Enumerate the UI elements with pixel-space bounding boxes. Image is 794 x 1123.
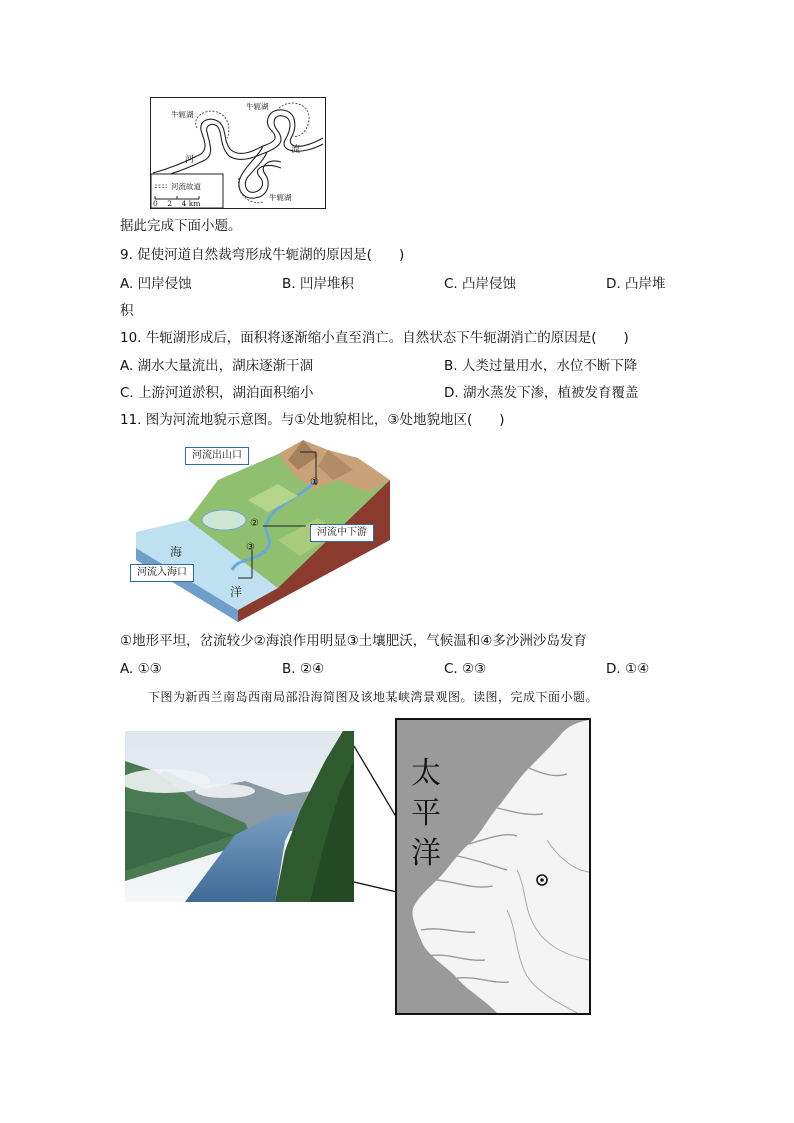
q11-option-b[interactable]: B. ②④ [282,661,325,677]
q10-option-a[interactable]: A. 湖水大量流出，湖床逐渐干涸 [120,358,314,374]
ocean-label-tai: 太 [411,756,441,791]
sea-label-yang: 洋 [230,585,243,599]
callout-mountain-outlet: 河流出山口 [185,447,249,465]
ocean-label-ping: 平 [411,796,441,831]
q10-option-c[interactable]: C. 上游河道淤积，湖泊面积缩小 [120,385,314,401]
oxbow-label-top-left: 牛轭湖 [171,110,194,119]
section-caption: 下图为新西兰南岛西南局部沿海简图及该地某峡湾景观图。读图，完成下面小题。 [148,690,599,704]
q10-stem: 10. 牛轭湖形成后，面积将逐渐缩小直至消亡。自然状态下牛轭湖消亡的原因是( ) [120,330,629,346]
q10-option-b[interactable]: B. 人类过量用水，水位不断下降 [444,358,638,374]
q11-option-c[interactable]: C. ②③ [444,661,487,677]
marker-1: ① [310,477,319,488]
q11-statements: ①地形平坦，岔流较少②海浪作用明显③土壤肥沃，气候温和④多沙洲沙岛发育 [120,633,587,649]
oxbow-label-top-right: 牛轭湖 [246,102,269,111]
q9-option-b[interactable]: B. 凹岸堆积 [282,276,354,292]
marker-3: ③ [246,542,255,553]
sea-label-hai: 海 [170,545,183,559]
coastal-map [395,718,591,1015]
callout-middle-lower: 河流中下游 [310,524,374,542]
ocean-label-yang: 洋 [411,836,441,871]
legend-channel-label: 河流故道 [171,182,201,191]
river-label-he: 河 [185,155,195,165]
legend-scale-label: 0 2 4 km [153,199,201,208]
q11-option-a[interactable]: A. ①③ [120,661,162,677]
river-label-liu: 流 [291,145,301,155]
q11-option-d[interactable]: D. ①④ [606,661,650,677]
intro-text: 据此完成下面小题。 [120,218,242,234]
q11-stem: 11. 图为河流地貌示意图。与①处地貌相比，③处地貌地区( ) [120,412,505,428]
oxbow-label-bottom: 牛轭湖 [269,193,292,202]
marker-2: ② [250,518,259,529]
q9-option-d[interactable]: D. 凸岸堆 [606,276,666,292]
q10-option-d[interactable]: D. 湖水蒸发下渗，植被发育覆盖 [444,385,639,401]
q9-stem: 9. 促使河道自然裁弯形成牛轭湖的原因是( ) [120,247,405,263]
q9-option-c[interactable]: C. 凸岸侵蚀 [444,276,517,292]
q9-option-d-wrap: 积 [120,303,134,319]
q9-option-a[interactable]: A. 凹岸侵蚀 [120,276,192,292]
callout-estuary: 河流入海口 [130,564,194,582]
